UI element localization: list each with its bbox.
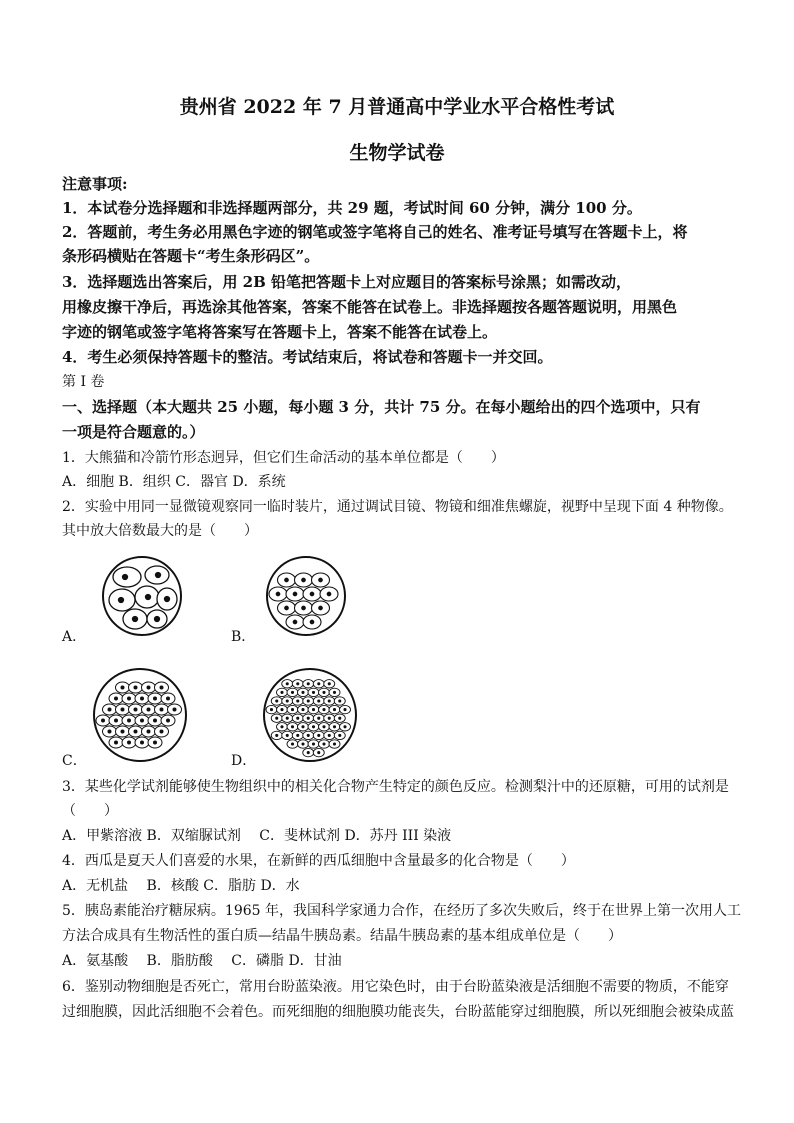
cell-nucleus [147,708,150,711]
cell-nucleus [154,719,157,722]
question-1-options: A．细胞 B．组织 C．器官 D．系统 [62,474,286,490]
cell-nucleus [328,717,330,719]
cell-nucleus [318,734,320,736]
cell-nucleus [173,708,176,711]
cell-nucleus [327,592,331,596]
cell-nucleus [270,709,272,711]
cell-nucleus [307,734,309,736]
cell-nucleus [147,730,150,733]
question-3-options: A．甲紫溶液 B．双缩脲试剂 C．斐林试剂 D．苏丹 III 染液 [62,828,452,844]
cell-nucleus [318,717,320,719]
cell-nucleus [307,717,309,719]
microscope-field-b [265,555,347,637]
cell-nucleus [297,683,299,685]
exam-subtitle: 生物学试卷 [349,142,445,164]
cell-nucleus [333,726,335,728]
cell-nucleus [281,726,283,728]
cell-nucleus [286,683,288,685]
cell-nucleus [128,697,131,700]
question-6-stem: 过细胞膜，因此活细胞不会着色。而死细胞的细胞膜功能丧失，台盼蓝能穿过细胞膜，所以死细胞会被染成蓝 [62,1004,734,1020]
cell-nucleus [307,700,309,702]
cell-nucleus [285,578,289,582]
cell-nucleus [339,700,341,702]
cell-nucleus [108,708,111,711]
cell-nucleus [128,741,131,744]
notice-item: 条形码横贴在答题卡“考生条形码区”。 [62,247,320,265]
cell-nucleus [333,743,335,745]
cell-nucleus [286,717,288,719]
cell-nucleus [312,691,314,693]
question-5-options: A．氨基酸 B．脂肪酸 C．磷脂 D．甘油 [62,953,342,969]
cell-nucleus [141,697,144,700]
cell-nucleus [297,700,299,702]
question-4-options: A．无机盐 B．核酸 C．脂肪 D．水 [62,878,300,894]
exam-title: 贵州省 2022 年 7 月普通高中学业水平合格性考试 [179,96,615,118]
cell-nucleus [339,734,341,736]
cell-nucleus [115,741,118,744]
cell-nucleus [333,691,335,693]
cell-nucleus [285,606,289,610]
cell-nucleus [312,709,314,711]
cell-nucleus [307,683,309,685]
cell-nucleus [134,708,137,711]
notice-heading: 注意事项: [62,175,128,193]
cell-nucleus [307,752,309,754]
cell-nucleus [323,691,325,693]
cell-nucleus [323,709,325,711]
cell-nucleus [333,709,335,711]
microscope-field-c [92,667,188,763]
cell-nucleus [328,700,330,702]
cell-nucleus [312,726,314,728]
section-heading: 一、选择题（本大题共 25 小题，每小题 3 分，共计 75 分。在每小题给出的四个选项中，只有 [62,398,701,416]
question-2-option-a: A． [62,629,87,645]
notice-item: 1．本试卷分选择题和非选择题两部分，共 29 题，考试时间 60 分钟，满分 100 分。 [62,199,642,217]
notice-item: 字迹的钢笔或签字笔将答案写在答题卡上，答案不能答在试卷上。 [62,323,498,341]
cell-nucleus [297,734,299,736]
cell-nucleus [318,700,320,702]
question-2-stem: 其中放大倍数最大的是（ ） [62,523,258,539]
question-2-option-c: C． [62,753,87,769]
cell-nucleus [319,578,323,582]
cell-nucleus [160,686,163,689]
cell-nucleus [102,719,105,722]
cell-nucleus [293,592,297,596]
cell-nucleus [302,691,304,693]
cell-nucleus [160,708,163,711]
question-5-stem: 方法合成具有生物活性的蛋白质—结晶牛胰岛素。结晶牛胰岛素的基本组成单位是（ ） [62,928,622,944]
cell-nucleus [328,734,330,736]
question-1-stem: 1．大熊猫和冷箭竹形态迥异，但它们生命活动的基本单位都是（ ） [62,450,505,466]
question-2-option-d: D． [231,753,257,769]
question-2-stem: 2．实验中用同一显微镜观察同一临时装片，通过调试目镜、物镜和细准焦螺旋，视野中呈现下面 4 种物像。 [62,499,733,515]
cell-nucleus [302,606,306,610]
cell-nucleus [128,719,131,722]
cell-nucleus [293,620,297,624]
cell-nucleus [310,620,314,624]
cell-nucleus [318,752,320,754]
cell-nucleus [302,743,304,745]
cell-nucleus [297,717,299,719]
cell-nucleus [276,717,278,719]
cell-nucleus [134,730,137,733]
cell-nucleus [302,726,304,728]
microscope-field-d [262,667,358,763]
cell-nucleus [319,606,323,610]
cell-nucleus [344,709,346,711]
notice-item: 4．考生必须保持答题卡的整洁。考试结束后，将试卷和答题卡一并交回。 [62,348,553,366]
cell-nucleus [328,683,330,685]
cell-nucleus [134,686,137,689]
question-5-stem: 5．胰岛素能治疗糖尿病。1965 年，我国科学家通力合作，在经历了多次失败后，终于在世界上第一次用人工 [62,903,741,919]
notice-item: 2．答题前，考生务必用黑色字迹的钢笔或签字笔将自己的姓名、准考证号填写在答题卡上，将 [62,223,688,241]
cell-nucleus [115,719,118,722]
cell-nucleus [147,686,150,689]
cell-nucleus [339,717,341,719]
cell-nucleus [141,719,144,722]
cell-nucleus [121,708,124,711]
cell-nucleus [302,578,306,582]
cell-nucleus [154,697,157,700]
notice-item: 用橡皮擦干净后，再选涂其他答案，答案不能答在试卷上。非选择题按各题答题说明，用黑色 [62,298,678,316]
cell-nucleus [121,730,124,733]
cell-nucleus [281,709,283,711]
cell-nucleus [167,697,170,700]
cell-nucleus [291,726,293,728]
cell-nucleus [310,592,314,596]
cell-nucleus [141,741,144,744]
cell-nucleus [318,683,320,685]
cell-nucleus [121,686,124,689]
question-2-option-b: B． [231,629,256,645]
cell-nucleus [286,700,288,702]
cell-nucleus [276,734,278,736]
notice-item: 3．选择题选出答案后，用 2B 铅笔把答题卡上对应题目的答案标号涂黑；如需改动， [62,273,632,291]
cell-nucleus [276,700,278,702]
question-3-stem: 3．某些化学试剂能够使生物组织中的相关化合物产生特定的颜色反应。检测梨汁中的还原糖，可用的试剂是 [62,779,729,795]
cell-nucleus [291,691,293,693]
cell-nucleus [281,691,283,693]
cell-nucleus [291,743,293,745]
question-6-stem: 6．鉴别动物细胞是否死亡，常用台盼蓝染液。用它染色时，由于台盼蓝染液是活细胞不需要的物质，不能穿 [62,979,729,995]
question-3-stem: （ ） [62,803,118,819]
microscope-field-a [101,555,183,637]
cell-nucleus [167,719,170,722]
cell-nucleus [286,734,288,736]
cell-nucleus [160,730,163,733]
section-heading: 一项是符合题意的。） [62,423,205,441]
cell-nucleus [312,743,314,745]
cell-nucleus [291,709,293,711]
cell-nucleus [323,726,325,728]
volume-label: 第 I 卷 [62,374,105,390]
cell-nucleus [344,726,346,728]
cell-nucleus [323,743,325,745]
cell-nucleus [276,592,280,596]
question-4-stem: 4．西瓜是夏天人们喜爱的水果，在新鲜的西瓜细胞中含量最多的化合物是（ ） [62,853,575,869]
cell-nucleus [108,730,111,733]
cell-nucleus [302,709,304,711]
cell-nucleus [115,697,118,700]
cell-nucleus [154,741,157,744]
